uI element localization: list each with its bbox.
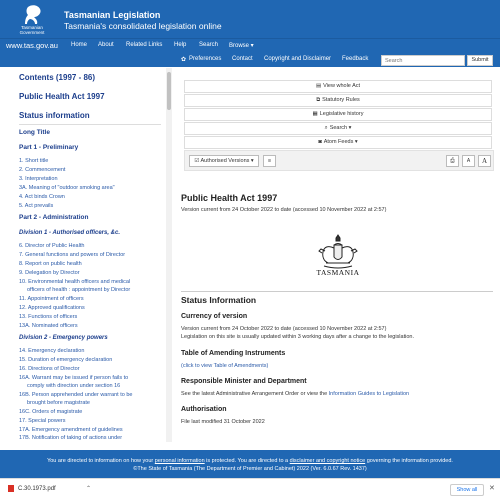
- section-divider: [181, 291, 493, 292]
- toc-item[interactable]: 13A. Nominated officers: [19, 323, 78, 329]
- toc-item[interactable]: 12. Approved qualifications: [19, 305, 85, 311]
- toc-item[interactable]: 8. Report on public health: [19, 261, 82, 267]
- toc-item[interactable]: 5. Act prevails: [19, 203, 54, 209]
- gear-icon[interactable]: ✿: [181, 57, 187, 63]
- toc-scrollbar[interactable]: [166, 68, 172, 442]
- toc-part-2[interactable]: Part 2 - Administration: [19, 214, 89, 221]
- search-icon: ⌕: [324, 125, 328, 131]
- nav-related-links[interactable]: Related Links: [126, 42, 163, 48]
- document-icon: ▤: [315, 83, 322, 89]
- toc-item[interactable]: 9. Delegation by Director: [19, 270, 80, 276]
- toc-item[interactable]: 16A. Warrant may be issued if person fails to: [19, 375, 129, 381]
- toc-divider: [19, 124, 161, 125]
- last-modified-text: File last modified 31 October 2022: [181, 419, 265, 425]
- logo-line-1: Tasmanian: [21, 25, 43, 30]
- print-icon: ⎙: [450, 158, 455, 164]
- preferences-link[interactable]: Preferences: [189, 56, 222, 62]
- toc-item[interactable]: 13. Functions of officers: [19, 314, 78, 320]
- toc-status-information[interactable]: Status information: [19, 111, 90, 120]
- currency-line-1: Version current from 24 October 2022 to date (accessed 10 November 2022 at 2:57): [181, 326, 387, 332]
- currency-line-2: Legislation on this site is usually updated within 3 working days after a change to the legislation.: [181, 334, 414, 340]
- nav-home[interactable]: Home: [71, 42, 88, 48]
- version-line: Version current from 24 October 2022 to date (accessed 10 November 2022 at 2:57): [181, 207, 387, 213]
- main-nav: [0, 38, 500, 53]
- toc-scrollbar-thumb[interactable]: [167, 72, 171, 110]
- site-footer: [0, 450, 500, 478]
- footer-privacy-line: You are directed to information on how your personal information is protected. You are directed to a disclaimer and copyright notice governing the information provided.: [47, 458, 453, 464]
- toc-item[interactable]: 16C. Orders of magistrate: [19, 409, 83, 415]
- currency-heading: Currency of version: [181, 313, 248, 320]
- toc-division-1[interactable]: Division 1 - Authorised officers, &c.: [19, 230, 121, 236]
- thylacine-logo-icon: [14, 3, 50, 25]
- toc-item[interactable]: 3A. Meaning of "outdoor smoking area": [19, 185, 115, 191]
- toc-item-continued[interactable]: comply with direction under section 16: [27, 383, 121, 389]
- authorised-versions-dropdown[interactable]: ☑ Authorised Versions ▾: [189, 155, 259, 167]
- nav-about[interactable]: About: [98, 42, 114, 48]
- toc-item[interactable]: 17B. Notification of taking of actions under: [19, 435, 123, 441]
- personal-information-link[interactable]: personal information: [154, 458, 205, 464]
- chevron-up-icon[interactable]: ⌃: [86, 486, 92, 492]
- footer-copyright: ©The State of Tasmania (The Department of Premier and Cabinet) 2022 (Ver. 6.0.67 Rev. 1437): [133, 466, 367, 472]
- toc-contents-heading[interactable]: Contents (1997 - 86): [19, 73, 96, 82]
- toc-item[interactable]: 16B. Person apprehended under warrant to be: [19, 392, 133, 398]
- font-increase-button[interactable]: A: [478, 155, 491, 167]
- information-guides-link[interactable]: Information Guides to Legislation: [328, 391, 410, 397]
- toc-item[interactable]: 6. Director of Public Health: [19, 243, 85, 249]
- close-icon[interactable]: ✕: [489, 485, 495, 492]
- toc-long-title[interactable]: Long Title: [19, 129, 50, 136]
- site-title[interactable]: Tasmanian Legislation: [64, 10, 161, 20]
- toc-item[interactable]: 16. Directions of Director: [19, 366, 80, 372]
- site-header: [0, 0, 500, 38]
- show-all-downloads-button[interactable]: Show all: [450, 484, 484, 496]
- toc-item[interactable]: 17A. Emergency amendment of guidelines: [19, 427, 123, 433]
- toc-item[interactable]: 14. Emergency declaration: [19, 348, 85, 354]
- tasmania-coat-of-arms-icon: [312, 233, 364, 273]
- toc-item[interactable]: 3. Interpretation: [19, 176, 58, 182]
- rss-icon: ◙: [318, 139, 322, 145]
- nav-domain-link[interactable]: www.tas.gov.au: [6, 41, 58, 50]
- status-heading: Status Information: [181, 295, 257, 305]
- utility-bar: [0, 53, 500, 67]
- legislative-history-button[interactable]: ▦ Legislative history: [184, 108, 492, 121]
- menu-button[interactable]: [263, 155, 276, 167]
- copyright-link[interactable]: Copyright and Disclaimer: [264, 56, 332, 62]
- print-button[interactable]: [446, 155, 459, 167]
- feedback-link[interactable]: Feedback: [342, 56, 369, 62]
- amending-heading: Table of Amending Instruments: [181, 350, 286, 357]
- table-of-contents: [0, 68, 166, 442]
- disclaimer-link[interactable]: disclaimer and copyright notice: [289, 458, 366, 464]
- site-subtitle: Tasmania's consolidated legislation online: [64, 21, 222, 31]
- minister-heading: Responsible Minister and Department: [181, 378, 307, 385]
- toc-item[interactable]: 1. Short title: [19, 158, 49, 164]
- crest-caption: TASMANIA: [316, 268, 360, 277]
- document-toolbar: [184, 150, 494, 171]
- check-icon: ☑: [194, 158, 201, 164]
- calendar-icon: ▦: [312, 111, 318, 117]
- statutory-rules-button[interactable]: ⧉ Statutory Rules: [184, 94, 492, 107]
- amendments-table-link[interactable]: (click to view Table of Amendments): [181, 363, 269, 369]
- download-item[interactable]: [8, 485, 56, 492]
- minister-text: See the latest Administrative Arrangement Order or view the Information Guides to Legislation: [181, 391, 410, 397]
- sitemap-icon: ⧉: [316, 97, 321, 103]
- atom-feeds-dropdown-button[interactable]: ◙ Atom Feeds ▾: [184, 136, 492, 149]
- nav-help[interactable]: Help: [174, 42, 187, 48]
- view-whole-act-button[interactable]: ▤ View whole Act: [184, 80, 492, 93]
- toc-part-1[interactable]: Part 1 - Preliminary: [19, 144, 79, 151]
- tasmanian-government-logo[interactable]: [14, 3, 50, 36]
- nav-search[interactable]: Search: [199, 42, 219, 48]
- authorisation-heading: Authorisation: [181, 406, 227, 413]
- download-bar: [0, 478, 500, 500]
- pdf-file-icon: [8, 485, 14, 492]
- toc-item-continued[interactable]: brought before magistrate: [27, 400, 90, 406]
- download-file-name: C.30.1973.pdf: [18, 486, 56, 493]
- toc-item[interactable]: 2. Commencement: [19, 167, 66, 173]
- toc-item[interactable]: 17. Special powers: [19, 418, 66, 424]
- search-submit-button[interactable]: Submit: [467, 55, 493, 66]
- toc-act-title[interactable]: Public Health Act 1997: [19, 92, 105, 101]
- act-title: Public Health Act 1997: [181, 193, 278, 203]
- list-icon: ≡: [267, 158, 272, 164]
- logo-line-2: Government: [19, 30, 45, 35]
- font-decrease-button[interactable]: A: [462, 155, 475, 167]
- toc-item[interactable]: 10. Environmental health officers and medical: [19, 279, 131, 285]
- search-dropdown-button[interactable]: ⌕ Search ▾: [184, 122, 492, 135]
- contact-link[interactable]: Contact: [232, 56, 253, 62]
- toc-item[interactable]: 7. General functions and powers of Director: [19, 252, 126, 258]
- toc-item-continued[interactable]: officers of health : appointment by Director: [27, 287, 131, 293]
- nav-browse-dropdown[interactable]: Browse ▾: [229, 43, 254, 49]
- toc-item[interactable]: 15. Duration of emergency declaration: [19, 357, 113, 363]
- site-search-input[interactable]: [381, 55, 465, 66]
- toc-item[interactable]: 11. Appointment of officers: [19, 296, 84, 302]
- toc-division-2[interactable]: Division 2 - Emergency powers: [19, 335, 108, 341]
- toc-item[interactable]: 4. Act binds Crown: [19, 194, 65, 200]
